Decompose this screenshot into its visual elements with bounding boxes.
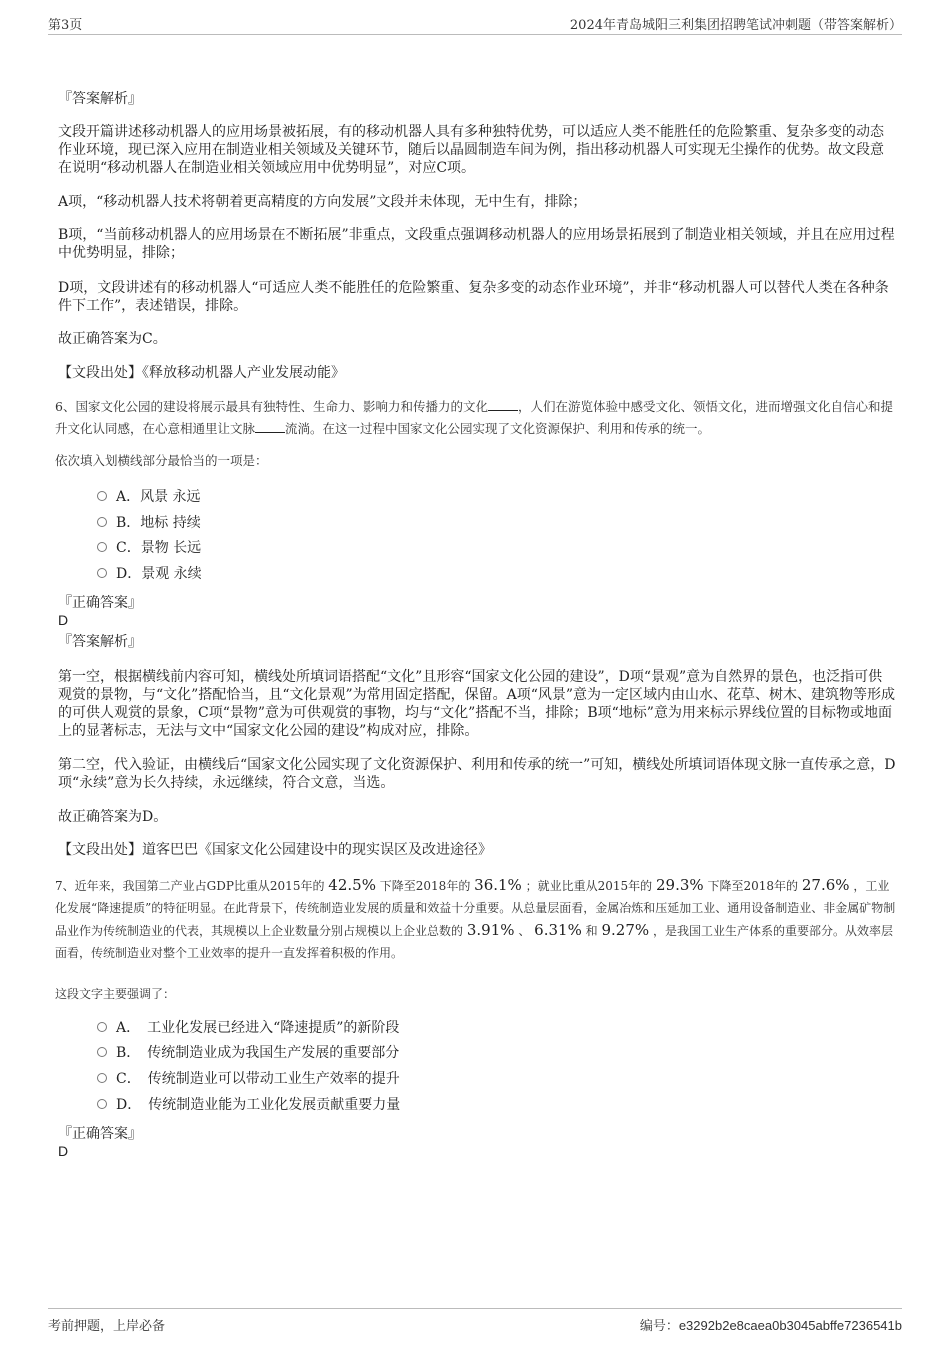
q7-option-b[interactable]: B． 传统制造业成为我国生产发展的重要部分: [97, 1044, 399, 1062]
q7-option-a[interactable]: A． 工业化发展已经进入“降速提质”的新阶段: [97, 1019, 399, 1037]
q6-source: 【文段出处】道客巴巴《国家文化公园建设中的现实误区及改进途径》: [58, 842, 492, 858]
radio-icon[interactable]: [97, 1073, 107, 1083]
document-code: 编号：e3292b2e8caea0b3045abffe7236541b: [639, 1318, 902, 1334]
math-value: 9.27%: [601, 921, 650, 939]
math-value: 27.6%: [801, 876, 850, 894]
q6-analysis-p2: 第二空，代入验证，由横线后“国家文化公园实现了文化资源保护、利用和传承的统一”可知，横线处所填词语体现文脉一直传承之意，D项“永续”意为长久持续，永远继续，符合文意，当选。: [58, 757, 896, 791]
q5-analysis-p4: D项，文段讲述有的移动机器人“可适应人类不能胜任的危险繁重、复杂多变的动态作业环境”，并非“移动机器人可以替代人类在各种条件下工作”，表述错误，排除。: [58, 280, 889, 314]
math-value: 3.91%: [466, 921, 515, 939]
document-title: 2024年青岛城阳三利集团招聘笔试冲刺题（带答案解析）: [569, 18, 902, 33]
q6-option-a[interactable]: A．风景 永远: [97, 488, 201, 506]
page-footer: [48, 1308, 902, 1339]
q6-stem-c: 流淌。在这一过程中国家文化公园实现了文化资源保护、利用和传承的统一。: [285, 421, 711, 436]
radio-icon[interactable]: [97, 491, 107, 501]
q6-analysis-p1: 第一空，根据横线前内容可知，横线处所填词语搭配“文化”且形容“国家文化公园的建设”，D项“景观”意为自然界的景色，也泛指可供观赏的景物，与“文化”搭配恰当，且“文化景观”为常用固定搭配，保留。A项“风景”意为一定区域内由山水、花草、树木、建筑物等形成的可供人观赏的景象，C项“景物”意为可供观赏的事物，均与“文化”搭配不当，排除；B项“地标”意为用来标示界线位置的目标物或地面上的显著标志，无法与文中“国家文化公园的建设”构成对应，排除。: [58, 669, 896, 739]
q6-analysis-label: 『答案解析』: [58, 634, 142, 650]
blank-2: [255, 420, 285, 433]
radio-icon[interactable]: [97, 1047, 107, 1057]
q5-source: 【文段出处】《释放移动机器人产业发展动能》: [58, 365, 345, 381]
page-header: [48, 12, 902, 35]
radio-icon[interactable]: [97, 542, 107, 552]
q7-option-d[interactable]: D． 传统制造业能为工业化发展贡献重要力量: [97, 1096, 400, 1114]
q7-stem: 7、近年来，我国第二产业占GDP比重从2015年的 42.5% 下降至2018年的 36.1% ；就业比重从2015年的 29.3% 下降至2018年的 27.6% ，工业化发展“降速提质”的特征明显。在此背景下，传统制造业发展的质量和效益十分重要。从总量层面看，金属冶炼和压延加工业、通用设备制造业、非金属矿物制品业作为传统制造业的代表，其规模以上企业数量分别占规模以上企业总数的 3.91% 、 6.31% 和 9.27% ，是我国工业生产体系的重要部分。从效率层面看，传统制造业对整个工业效率的提升一直发挥着积极的作用。: [55, 876, 896, 960]
math-value: 6.31%: [534, 921, 582, 939]
q6-prompt: 依次填入划横线部分最恰当的一项是：: [55, 453, 268, 468]
q6-option-d[interactable]: D．景观 永续: [97, 565, 202, 583]
blank-1: [488, 398, 518, 411]
math-value: 36.1%: [474, 876, 522, 894]
q6-stem-a: 6、国家文化公园的建设将展示最具有独特性、生命力、影响力和传播力的文化: [55, 399, 488, 414]
q5-conclusion: 故正确答案为C。: [58, 331, 167, 347]
q7-answer: D: [58, 1143, 69, 1159]
radio-icon[interactable]: [97, 1099, 107, 1109]
q5-analysis-p1: 文段开篇讲述移动机器人的应用场景被拓展，有的移动机器人具有多种独特优势，可以适应人类不能胜任的危险繁重、复杂多变的动态作业环境，现已深入应用在制造业相关领域及关键环节，随后以晶圆制造车间为例，指出移动机器人可实现无尘操作的优势。故文段意在说明“移动机器人在制造业相关领域应用中优势明显”，对应C项。: [58, 124, 884, 176]
radio-icon[interactable]: [97, 1022, 107, 1032]
page-number: 第3页: [48, 18, 83, 33]
q5-analysis-label: 『答案解析』: [58, 91, 142, 107]
q7-answer-label: 『正确答案』: [58, 1126, 142, 1142]
math-value: 42.5%: [328, 876, 376, 894]
footer-slogan: 考前押题，上岸必备: [48, 1319, 166, 1334]
q6-answer-label: 『正确答案』: [58, 595, 142, 611]
radio-icon[interactable]: [97, 568, 107, 578]
q7-prompt: 这段文字主要强调了：: [55, 987, 176, 1001]
radio-icon[interactable]: [97, 517, 107, 527]
q6-option-c[interactable]: C．景物 长远: [97, 539, 201, 557]
q6-stem: [55, 396, 900, 440]
q5-analysis-p3: B项，“当前移动机器人的应用场景在不断拓展”非重点，文段重点强调移动机器人的应用场景拓展到了制造业相关领域，并且在应用过程中优势明显，排除；: [58, 227, 895, 261]
math-value: 29.3%: [656, 876, 704, 894]
q6-answer: D: [58, 612, 69, 628]
q6-conclusion: 故正确答案为D。: [58, 809, 168, 825]
q5-analysis-p2: A项，“移动机器人技术将朝着更高精度的方向发展”文段并未体现，无中生有，排除；: [58, 194, 587, 210]
q6-stem-b: ，人们在游览体验中感受文化、领悟文化，进而增强文化自信心和提升文化认同感，在心意相通里让文脉: [55, 399, 893, 436]
q6-option-b[interactable]: B．地标 持续: [97, 514, 201, 532]
q7-option-c[interactable]: C． 传统制造业可以带动工业生产效率的提升: [97, 1070, 400, 1088]
